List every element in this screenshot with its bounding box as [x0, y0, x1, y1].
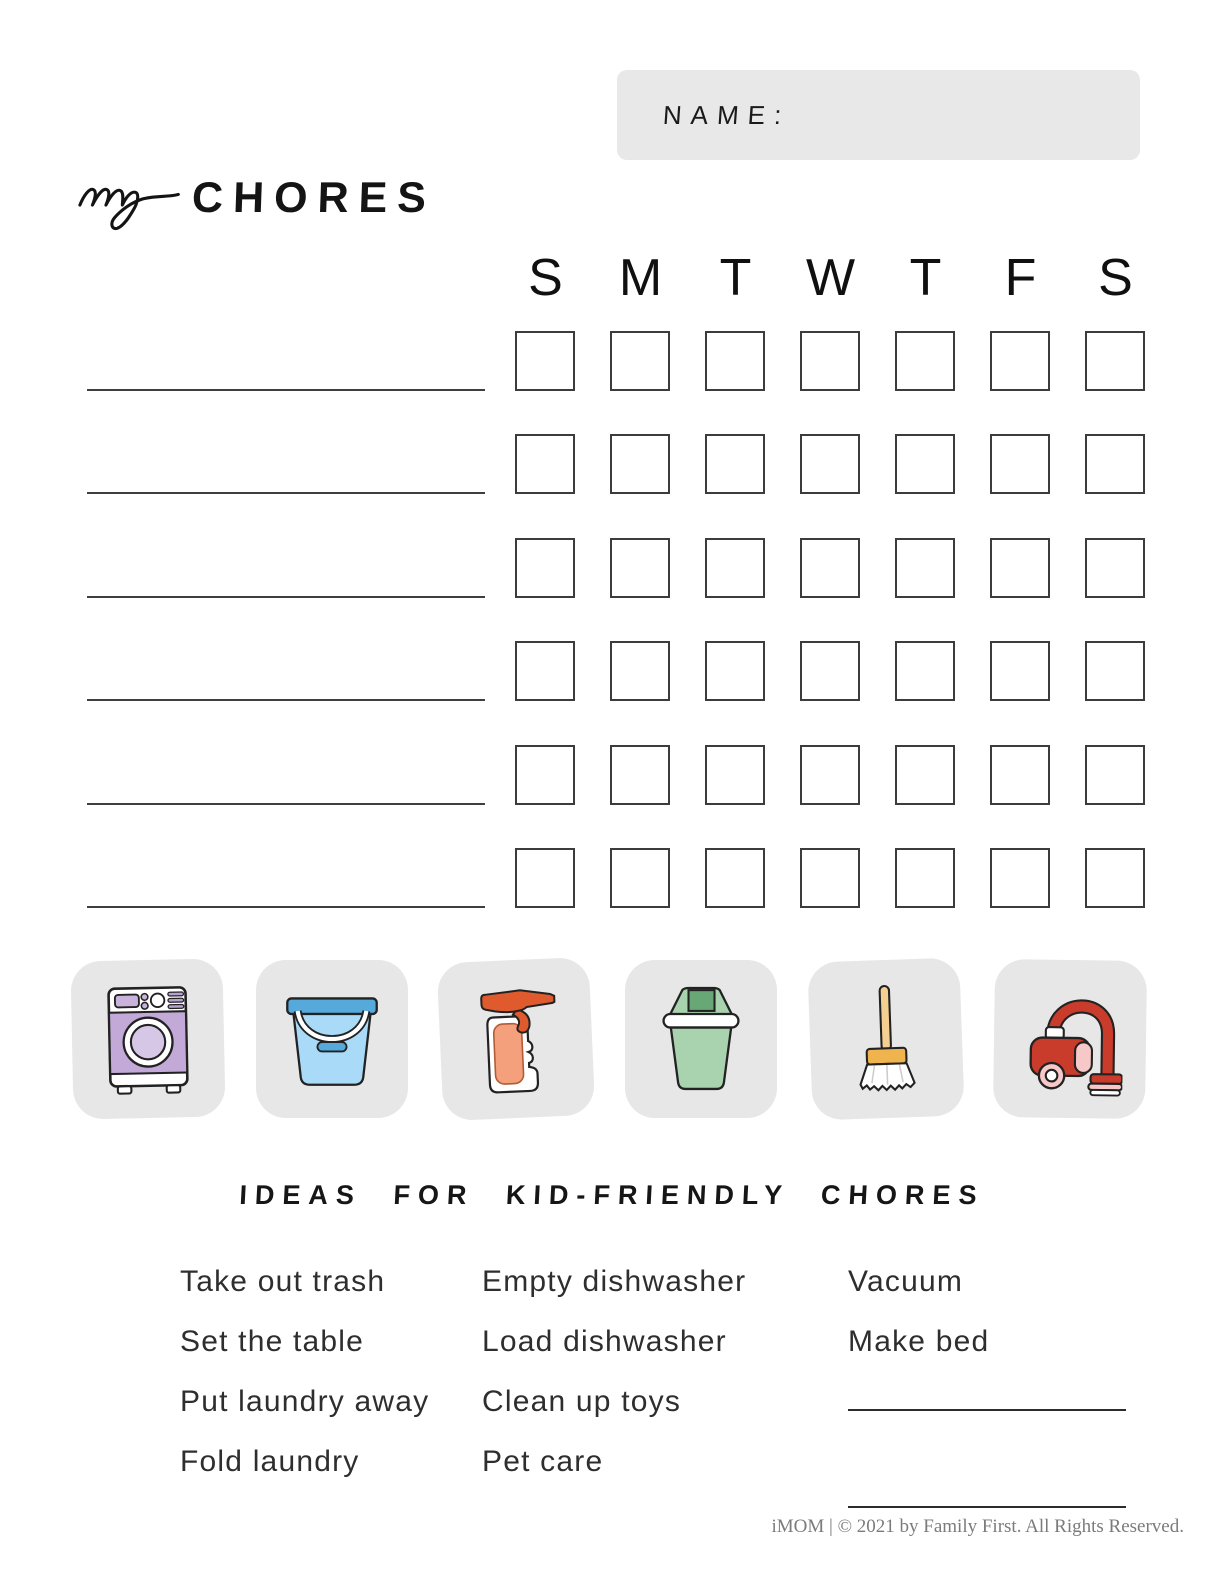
page-title: CHORES — [191, 174, 437, 222]
write-in-line[interactable] — [848, 1409, 1126, 1411]
idea-item: Clean up toys — [482, 1385, 682, 1418]
idea-item: Vacuum — [848, 1265, 964, 1298]
chore-checkbox[interactable] — [705, 848, 765, 908]
ideas-heading: IDEAS FOR KID-FRIENDLY CHORES — [238, 1180, 986, 1210]
chore-checkbox[interactable] — [895, 848, 955, 908]
chore-checkbox[interactable] — [705, 745, 765, 805]
spray-bottle-icon — [463, 978, 568, 1100]
idea-item: Load dishwasher — [482, 1325, 727, 1358]
checkbox-row — [515, 331, 1180, 391]
chore-checkbox[interactable] — [800, 434, 860, 494]
chore-checkbox[interactable] — [515, 538, 575, 598]
name-label: NAME: — [661, 100, 792, 130]
chore-checkbox[interactable] — [895, 745, 955, 805]
day-header: T — [909, 249, 942, 307]
chore-checkbox[interactable] — [610, 434, 670, 494]
write-in-line[interactable] — [848, 1506, 1126, 1508]
chore-checkbox[interactable] — [800, 848, 860, 908]
chore-name-line[interactable] — [87, 699, 485, 701]
chore-checkbox[interactable] — [1085, 331, 1145, 391]
tile-washing-machine — [70, 958, 225, 1119]
chore-checkbox[interactable] — [1085, 434, 1145, 494]
day-header: T — [719, 249, 752, 307]
checkbox-row — [515, 434, 1180, 494]
chore-checkbox[interactable] — [610, 331, 670, 391]
chore-checkbox[interactable] — [895, 538, 955, 598]
chore-checkbox[interactable] — [990, 641, 1050, 701]
idea-write-in[interactable] — [848, 1409, 1126, 1469]
chore-checkbox[interactable] — [895, 434, 955, 494]
title-script-my-text — [0, 0, 1, 1]
chore-checkbox[interactable] — [1085, 641, 1145, 701]
ideas-column — [180, 1252, 429, 1492]
idea-item: Put laundry away — [180, 1385, 430, 1418]
idea-item: Set the table — [180, 1325, 365, 1358]
broom-icon — [832, 979, 940, 1099]
chore-checkbox[interactable] — [705, 641, 765, 701]
checkbox-row — [515, 641, 1180, 701]
idea-item: Fold laundry — [180, 1445, 360, 1478]
chore-checkbox[interactable] — [705, 331, 765, 391]
chore-checkbox[interactable] — [990, 434, 1050, 494]
chore-checkbox[interactable] — [800, 331, 860, 391]
day-header: S — [1098, 249, 1133, 307]
vacuum-icon — [1016, 980, 1124, 1097]
chore-checkbox[interactable] — [515, 641, 575, 701]
chore-name-line[interactable] — [87, 492, 485, 494]
chore-checkbox[interactable] — [515, 331, 575, 391]
chore-checkbox[interactable] — [1085, 745, 1145, 805]
chore-checkbox[interactable] — [610, 848, 670, 908]
day-header: F — [1004, 249, 1037, 307]
name-input-box[interactable] — [617, 70, 1140, 160]
ideas-column — [482, 1252, 746, 1492]
chore-checkbox[interactable] — [705, 538, 765, 598]
chore-checkbox[interactable] — [515, 848, 575, 908]
chore-checkbox[interactable] — [1085, 538, 1145, 598]
idea-item: Empty dishwasher — [482, 1265, 747, 1298]
chore-name-line[interactable] — [87, 803, 485, 805]
trash-can-icon — [649, 981, 753, 1097]
chore-checkbox[interactable] — [800, 538, 860, 598]
chore-checkbox[interactable] — [990, 848, 1050, 908]
idea-item: Take out trash — [180, 1265, 386, 1298]
chore-checkbox[interactable] — [800, 745, 860, 805]
checkbox-row — [515, 848, 1180, 908]
title-script-my — [74, 152, 190, 234]
chore-checkbox[interactable] — [610, 745, 670, 805]
chore-checkbox[interactable] — [705, 434, 765, 494]
chore-checkbox[interactable] — [1085, 848, 1145, 908]
bucket-icon — [280, 981, 384, 1097]
chore-checkbox[interactable] — [990, 331, 1050, 391]
chore-name-line[interactable] — [87, 389, 485, 391]
tile-spray-bottle — [437, 957, 596, 1121]
day-header: M — [618, 249, 663, 307]
checkbox-row — [515, 538, 1180, 598]
chore-checkbox[interactable] — [515, 745, 575, 805]
chore-checkbox[interactable] — [610, 641, 670, 701]
chore-name-line[interactable] — [87, 906, 485, 908]
chore-checkbox[interactable] — [610, 538, 670, 598]
tile-trash-can — [625, 960, 777, 1118]
footer-credit: iMOM | © 2021 by Family First. All Rights Reserved. — [771, 1516, 1184, 1537]
chore-checkbox[interactable] — [895, 641, 955, 701]
chore-name-line[interactable] — [87, 596, 485, 598]
tile-bucket — [256, 960, 408, 1118]
tile-vacuum — [993, 959, 1147, 1119]
checkbox-row — [515, 745, 1180, 805]
chore-checkbox[interactable] — [990, 745, 1050, 805]
day-header-row — [498, 246, 1163, 310]
chore-checkbox[interactable] — [990, 538, 1050, 598]
idea-item: Pet care — [482, 1445, 604, 1478]
day-header: W — [805, 249, 856, 307]
washing-machine-icon — [95, 980, 201, 1098]
idea-item: Make bed — [848, 1325, 990, 1358]
day-header: S — [528, 249, 563, 307]
chore-checkbox[interactable] — [800, 641, 860, 701]
chore-checkbox[interactable] — [895, 331, 955, 391]
chore-checkbox[interactable] — [515, 434, 575, 494]
tile-broom — [807, 957, 964, 1120]
